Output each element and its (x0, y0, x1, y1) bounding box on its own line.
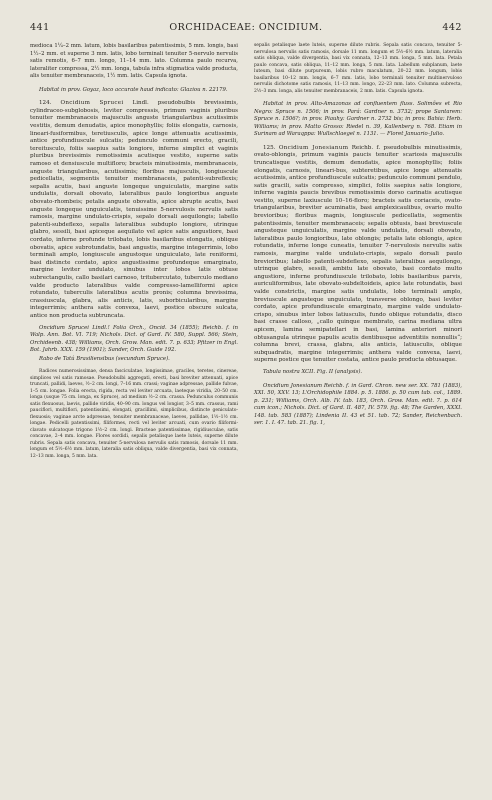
plate-reference: Tabula nostra XCII. Fig. II (analysis). (263, 368, 363, 375)
two-column-body (30, 43, 462, 466)
species-description: pseudobulbis brevissimis, cylindraceo-subglobosis, leviter compressis, primum vaginis pluribus tenuiter membranaceis majusculis anguste triangularibus acutissimis vestitis, demum denudatis, apice monophyllis; foliis elongatis, carnosis, lineari-fusiformibus, teretiusculis, apice longe attenuatis acutissimis, antice profundiuscule sulcatis; pedunculo communi erecto, gracili, tereitusculo, foliis saepius satis longiore, inferne simplici et vaginis pluribus brevissimis remotissimis acutisque vestito, superne satis ramoso et densiuscule multifloro; bracteis minutissimis, membranaceis, anguste triangularibus, acutissimis; floribus majusculis, longiuscule pedicellatis, segmentis tenuiter membranaceis, patenti-subreflexis; sepalis acutis, basi anguste longeque unguiculatis, margine satis undulatis, dorsali obovato, lateralibus paulo longioribus anguste obovato-rhombeis; petalis anguste obovatis, apice abrupte acutis, basi anguste longeque unguiculatis, tenuissime 5-nervulosis nervulis satis ramosis, margine undulato-crispis, sepalo dorsali aequilongis; labello patenti-subdeflexo, sepalis lateralibus subduplo longiore, utrinque glabro, sessili, basi apiceque aequilato vel apice satis angustiore, basi cordato, inferne profunde trilobato, lobis basilaribus elongatis, oblique obovatis, apice subrotundatis, basi angustis, margine integerrimis, lobo terminali amplo, longiuscule angustoque unguiculato, late reniformi, basi distincte cordato, apice angustissime profundeque emarginato, margine leviter undulato, sinubus inter lobos latis obtuse subrectangulis, callo basilari carnoso, tritubercutato, tuberculo mediano valde producto lateralibus valde compresso-lamelliformi apice rotundato, tuberculis lateralibus acutis pronis; columna brevissima, crassiuscula, glabra, alis anticis, latis, suborbicularibus, margine integerrimis; anthera satis convexa, laevi, postice obscure sulcata, antice non producta subtruncata. (30, 100, 238, 319)
left-page-number: 441 (30, 22, 50, 33)
species-measurements: Radices numerosissimae, densa fasciculatae, longissimae, graciles, teretes, cinereae, simplices vel satis ramosae. Pseudobulbi aggregati, erecti, basi breviter attenuati, apice truncati, pallidi, laeves, ½–2 cm. longi, 7–16 mm. crassi; vaginae adpressae, pallide fulvae, 1–5 cm. longae. Folia erecta, rigida, recta vel leviter arcuata, laeteque viridia, 20–50 cm. longa (usque 75 cm. longa, ex Spruce), ad medium ½–2 cm. crassa. Pedunculus communis satis flexuosus, laevis, pallide viridis, 40–90 cm. longus vel longior, 3–5 mm. crassus, rami pauciflori, multiflori, patentissimi, elongati, gracillimi, simplicibus, distincte geniculato-flexuosis; vaginae arcte adpressae, tenuiter membranaceae, laeves, pallidae, 1½–1½ cm. longae. Pedicelli patentissimi, filiformes, recti vel leviter arcuati, cum ovario filiformi-clavato sulcatoque trigono 1½–2 cm. longi. Bracteae patentissimae, rigidiusculae, satis concavae, 2–4 mm. longae. Flores sordidi, sepalis petalisque laete luteis, superne dilute rubris. Sepala satis concava, tenuiter 5-nervulosa nervulis satis ramosis, dorsale 11 mm. longum et 5½–6½ mm. latum, lateralia satis obliqua, valde divergentia, basi vix connata, 12–13 mm. longa, 5 mm. lata. (30, 369, 238, 459)
continuation-paragraph: sepalis petalisque laete luteis, superne dilute rubris. Sepala satis concava, tenuiter 5-nervulosa nervulis satis ramosis, dorsale 11 mm. longum et 5½–6½ mm. latum, lateralia satis obliqua, valde divergentia, basi vix connata, 12–13 mm. longa, 5 mm. lata. Petala paulo concava, satis obliqua, 11–12 mm. longa, 5 mm. lata. Labellum subplanum, laete luteum, basi dilute purpureum, lobis rubro maculatum, 20–22 mm. longum, lobis basilaribus 10–12 mm. longis, 6–7 mm. latis, lobo terminali tenuiter multinervuloso nervulis dichotome satis ramosis, 11–13 mm. longo, 22–23 mm. lato. Columna subrecta, 2½–3 mm. longa, alis tenuiter membranaceis, 2 mm. latis. Capsula ignota. (254, 43, 462, 94)
species-author: Reichb. f. (351, 144, 381, 151)
right-column (254, 43, 462, 466)
species-number: 124. (39, 100, 52, 107)
species-description: pseudobulbis minutissimis, ovato-oblongis, primum vaginis paucis tenuiter scariosis majusculis truncatisque vestitis, demum denudatis, apice monophyllis; foliis elongatis, carnosis, lineari-bus, subteretibus, apice longe attenuatis acutissimis, antice profundiuscule sulcatis; pedunculo communi pendulo, satis gracili, satis compresso, simplici, foliis saepius satis longiore, inferne vaginis paucis brevibus remotissimis dorso carinatis acutisque vestito, superne laxiuscule 10–16-floro; bracteis satis coriaceis, ovato-triangularibus, breviter acuminatis, basi amplexicaulibus, ovario multo brevioribus; floribus magnis, longiuscule pedicellatis, segmentis patentissimis, tenuiter membranaceis; sepalis obtusis, basi breviuscule angusteque unguiculatis, margine valde undulatis, dorsali obovato, lateralibus paulo longioribus, late oblongis; petalis late oblongis, apice rotundatis, inferne longe cuneatis, tenuiter 7-nervulosis nervulis satis ramosis, margine valde undulato-crispis, sepalo dorsali paulo brevioribus; labello patenti-subdeflexo, sepalis lateralibus aequilongo, utrinque glabro, sessili, ambitu late obovato, basi cordato multo angustiore, inferne profundiuscule trilobato, lobis basilaribus parvis, auriculiformibus, late obovato-subdeltoideis, apice late rotundatis, basi valde constrictis, margine satis undulatis, lobo terminali amplo, breviuscule angusteque unguiculato, transverse oblongo, basi leviter cordato, apice profundiuscule emarginato, margine valde undulato-crispo, sinubus inter lobos latiusculis, fundo oblique rotundatis, disco basi crasse calloso, „callo quinque membrato, carina mediana ultra apicem, lamina semipatellari in basi, lamina anteriori minori obtusangula utrinque papulis acutis dentibusque adventitiis nonnullis“; columna brevi, crassa, glabra, alis anticis, latiusculis, oblique subquadratis, margine integerrimis; anthera valde convexa, laevi, superne postice que tenuiter costata, antice paulo producta obtusaque. (254, 144, 462, 364)
species-number: 125. (263, 144, 276, 151)
species-author: Lindl. (132, 100, 149, 107)
habitat-note: Habitat in prov. Goyaz, loco accurate haud indicato: Glaziou n. 22179. (39, 86, 228, 93)
habitat-note: Habitat in prov. Alto-Amazonas ad confluentem fluss. Solimões et Rio Negro: Spruce n. 1506; in prov. Pará: Gardner n. 3732; prope Santarem: Spruce n. 1506?; in prov. Piauhy: Gardner n. 2732 bis; in prov. Bahia: Herb. Williams; in prov. Matto Grosso: Riedel n. 39, Kallenberg n. 768. Etiam in Surinam ad Waraqppa: Wullschlaegel n. 1131. — Floret Januario–Julio. (254, 101, 462, 138)
species-124-entry (30, 100, 238, 320)
page-title: ORCHIDACEAE: ONCIDIUM. (169, 22, 323, 33)
species-references: Oncidium Jonesianum Reichb. f. in Gard. Chron. new ser. XX. 781 (1883), XXI. 50, XXV. 13; L'Orchidophile 1884. p. 5. 1886. p. 50 cum tab. col., 1889. p. 231; Williams, Orch. Alb. IV. tab. 183, Orch. Grow. Man. edit. 7. p. 614 cum icon.; Nichols. Dict. of Gard. II. 487, IV. 579. fig. 48; The Garden, XXXI. 148. tab. 583 (1887); Lindenia II. 43 et 51. tab. 72; Sander, Reichenbach. ser. 1. I. 47. tab. 21. fig. 1, (254, 382, 462, 427)
right-page-number: 442 (442, 22, 462, 33)
left-column (30, 43, 238, 466)
species-name: Oncidium Jonesianum (278, 144, 349, 151)
species-125-entry (254, 145, 462, 365)
intro-paragraph: medioca 1¼–2 mm. latum, lobis basilaribus patentissimis, 5 mm. longis, basi 1½–2 mm. et superne 3 mm. latis, lobo terminali tenuiter 5-nervulo nervulis satis remotis, 6–7 mm. longo, 11–14 mm. lato. Columna paulo recurva, lateraliter compressa, 2½ mm. longa, tabula infra stigmatica valde producta, alis tenuiter membranaceis, 1½ mm. latis. Capsula ignota. (30, 43, 238, 80)
species-name: Oncidium Sprucei (60, 100, 124, 107)
running-head (30, 22, 462, 33)
vernacular-name: Rabo de Tatú Brasiliensibus (secundum Spruce). (39, 355, 170, 362)
species-references: Oncidium Sprucei Lindl.! Folia Orch., Oncid. 34 (1855); Reichb. f. in Walp. Ann. Bot. VI. 719; Nichols. Dict. of Gard. IV. 580, Suppl. 566; Stein, Orchideenb. 438; Williams, Orch. Grow. Man. edit. 7. p. 633; Pfitzer in Engl. Bot. Jahrb. XXX. 159 (1901); Sander, Orch. Guide 192. (30, 324, 238, 354)
